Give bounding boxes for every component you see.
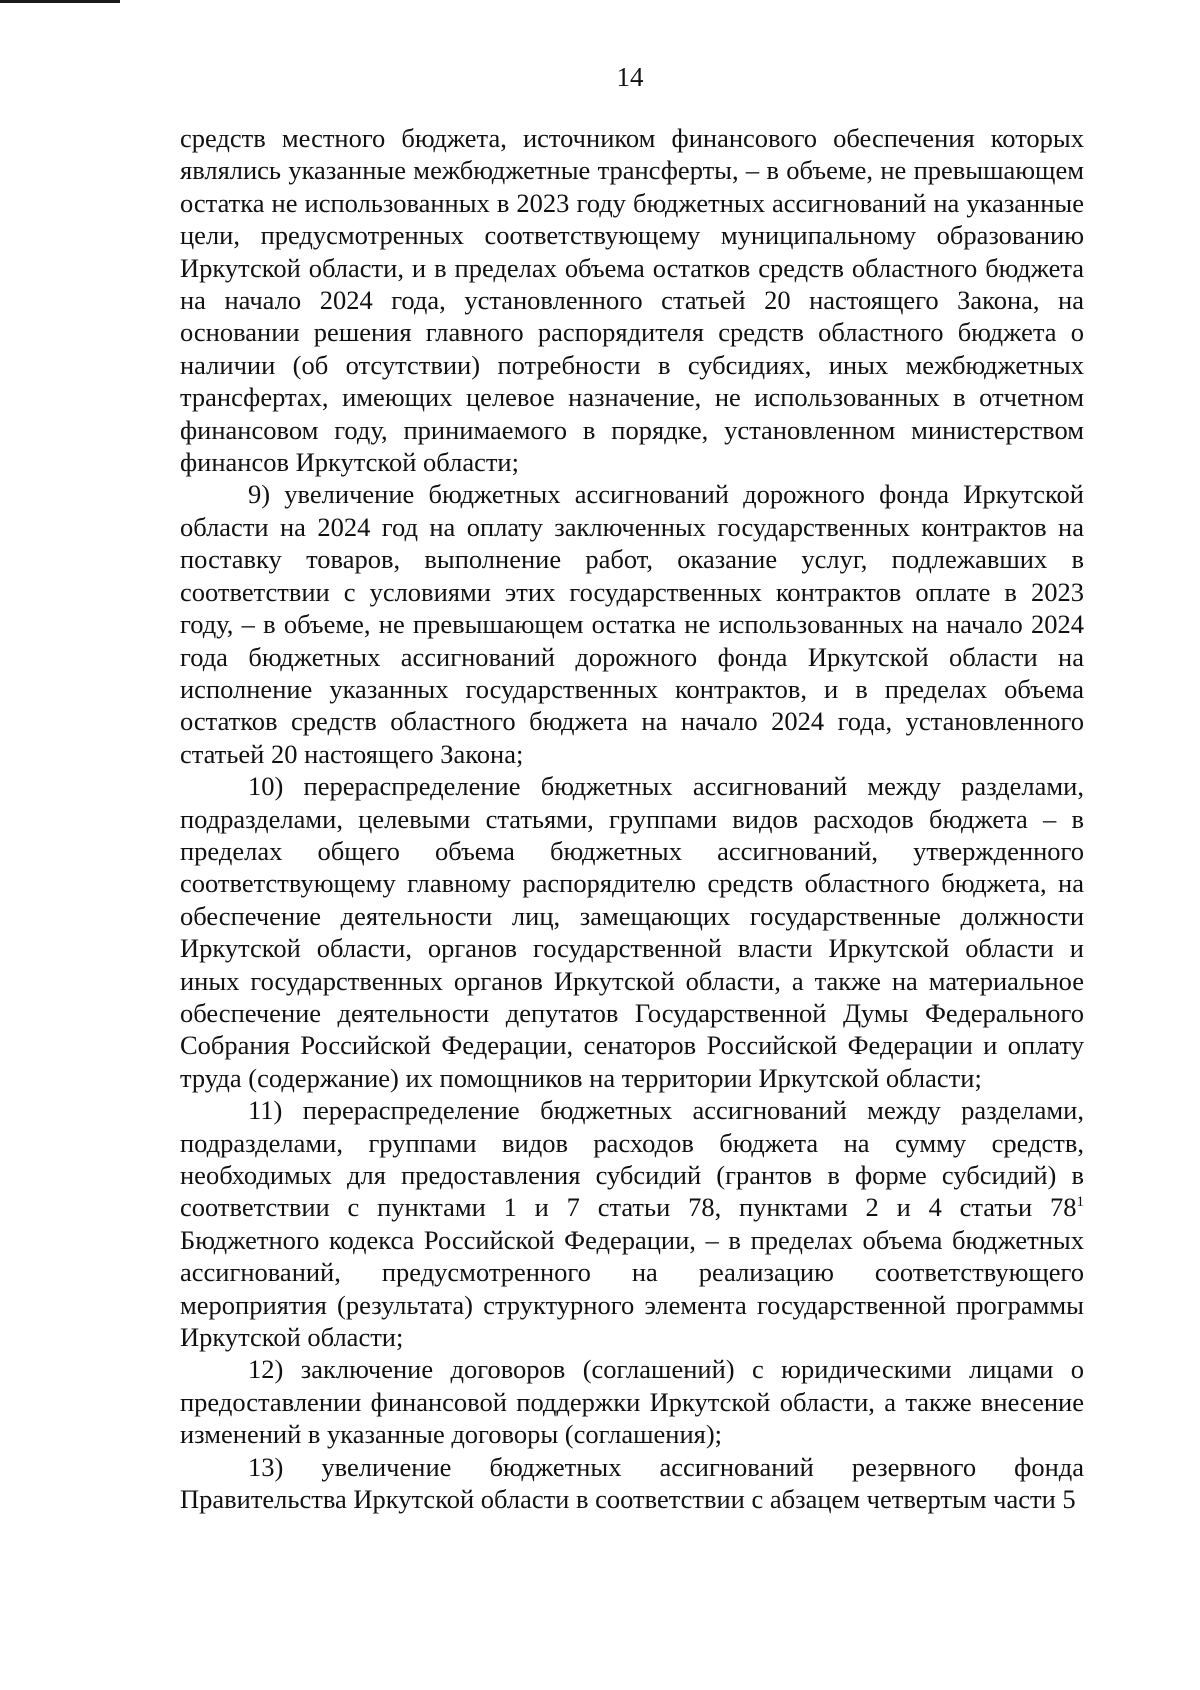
footnote-superscript: 1 bbox=[1076, 1194, 1084, 1211]
paragraph-continuation: средств местного бюджета, источником финансового обеспечения которых являлись указанные межбюджетные трансферты, – в объеме, не превышающем остатка не использованных в 2023 году бюджетных ассигнований на указанные цели, предусмотренных соответствующему муниципальному образованию Иркутской области, и в пределах объема остатков средств областного бюджета на начало 2024 года, установленного статьей 20 настоящего Закона, на основании решения главного распорядителя средств областного бюджета о наличии (об отсутствии) потребности в субсидиях, иных межбюджетных трансфертах, имеющих целевое назначение, не использованных в отчетном финансовом году, принимаемого в порядке, установленном министерством финансов Иркутской области; bbox=[180, 123, 1084, 478]
paragraph-item-11 bbox=[180, 1094, 1084, 1353]
document-body bbox=[180, 122, 1084, 1515]
paragraph-item-9: 9) увеличение бюджетных ассигнований дорожного фонда Иркутской области на 2024 год на оплату заключенных государственных контрактов на поставку товаров, выполнение работ, оказание услуг, подлежавших в соответствии с условиями этих государственных контрактов оплате в 2023 году, – в объеме, не превышающем остатка не использованных на начало 2024 года бюджетных ассигнований дорожного фонда Иркутской области на исполнение указанных государственных контрактов, и в пределах объема остатков средств областного бюджета на начало 2024 года, установленного статьей 20 настоящего Закона; bbox=[180, 479, 1084, 769]
paragraph-item-13: 13) увеличение бюджетных ассигнований резервного фонда Правительства Иркутской области в соответствии с абзацем четвертым части 5 bbox=[180, 1451, 1084, 1515]
paragraph-item-11-part-2: Бюджетного кодекса Российской Федерации, – в пределах объема бюджетных ассигнований, предусмотренного на реализацию соответствующего мероприятия (результата) структурного элемента государственной программы Иркутской области; bbox=[180, 1224, 1084, 1353]
scan-edge-mark bbox=[0, 0, 120, 3]
paragraph-item-10: 10) перераспределение бюджетных ассигнований между разделами, подразделами, целевыми статьями, группами видов расходов бюджета – в пределах общего объема бюджетных ассигнований, утвержденного соответствующему главному распорядителю средств областного бюджета, на обеспечение деятельности лиц, замещающих государственные должности Иркутской области, органов государственной власти Иркутской области и иных государственных органов Иркутской области, а также на материальное обеспечение деятельности депутатов Государственной Думы Федерального Собрания Российской Федерации, сенаторов Российской Федерации и оплату труда (содержание) их помощников на территории Иркутской области; bbox=[180, 771, 1084, 1093]
paragraph-item-11-part-1: 11) перераспределение бюджетных ассигнований между разделами, подразделами, группами видов расходов бюджета на сумму средств, необходимых для предоставления субсидий (грантов в форме субсидий) в соответствии с пунктами 1 и 7 статьи 78, пунктами 2 и 4 статьи 78 bbox=[180, 1095, 1084, 1223]
page-number: 14 bbox=[616, 62, 644, 92]
paragraph-item-12: 12) заключение договоров (соглашений) с юридическими лицами о предоставлении финансовой поддержки Иркутской области, а также внесение изменений в указанные договоры (соглашения); bbox=[180, 1354, 1084, 1450]
